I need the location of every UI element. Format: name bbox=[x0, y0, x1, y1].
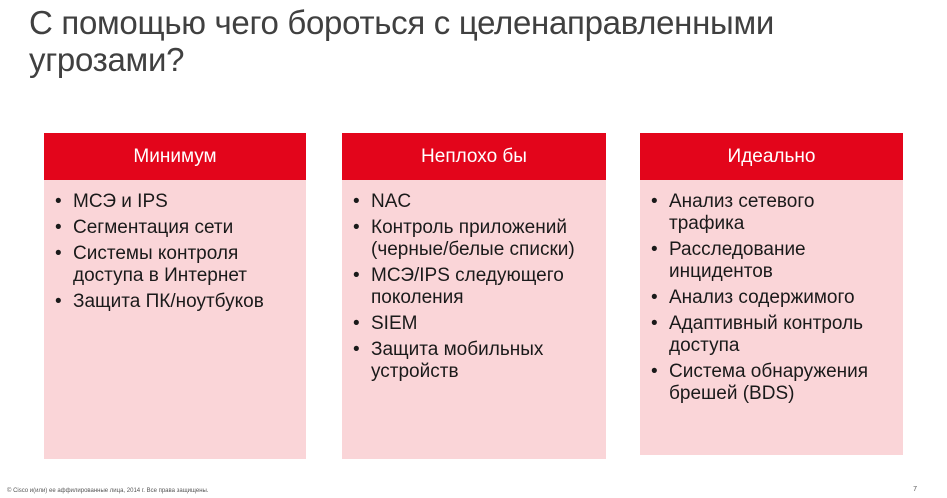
list-item: • Защита ПК/ноутбуков bbox=[55, 291, 298, 313]
list-item: • Адаптивный контроль доступа bbox=[651, 313, 895, 357]
list-item: • МСЭ/IPS следующего поколения bbox=[353, 265, 598, 309]
column-nice-to-have bbox=[342, 133, 606, 459]
list-item: • Защита мобильных устройств bbox=[353, 339, 598, 383]
column-list-ideal bbox=[640, 180, 903, 405]
column-header-ideal: Идеально bbox=[640, 133, 903, 180]
column-minimum bbox=[44, 133, 306, 459]
slide-title: С помощью чего бороться с целенаправленными угрозами? bbox=[29, 4, 774, 78]
list-item: • SIEM bbox=[353, 313, 598, 335]
column-header-nice-to-have: Неплохо бы bbox=[342, 133, 606, 180]
footer-copyright: © Cisco и(или) ее аффилированные лица, 2014 г. Все права защищены. bbox=[7, 488, 209, 494]
list-item: • Расследование инцидентов bbox=[651, 239, 895, 283]
column-list-minimum bbox=[44, 180, 306, 313]
list-item: • Сегментация сети bbox=[55, 217, 298, 239]
column-header-minimum: Минимум bbox=[44, 133, 306, 180]
list-item: • NAC bbox=[353, 191, 598, 213]
list-item: • Анализ сетевого трафика bbox=[651, 191, 895, 235]
column-list-nice-to-have bbox=[342, 180, 606, 383]
list-item: • Контроль приложений (черные/белые списки) bbox=[353, 217, 598, 261]
list-item: • Системы контроля доступа в Интернет bbox=[55, 243, 298, 287]
list-item: • МСЭ и IPS bbox=[55, 191, 298, 213]
page-number: 7 bbox=[913, 486, 917, 493]
list-item: • Анализ содержимого bbox=[651, 287, 895, 309]
list-item: • Система обнаружения брешей (BDS) bbox=[651, 361, 895, 405]
column-ideal bbox=[640, 133, 903, 455]
